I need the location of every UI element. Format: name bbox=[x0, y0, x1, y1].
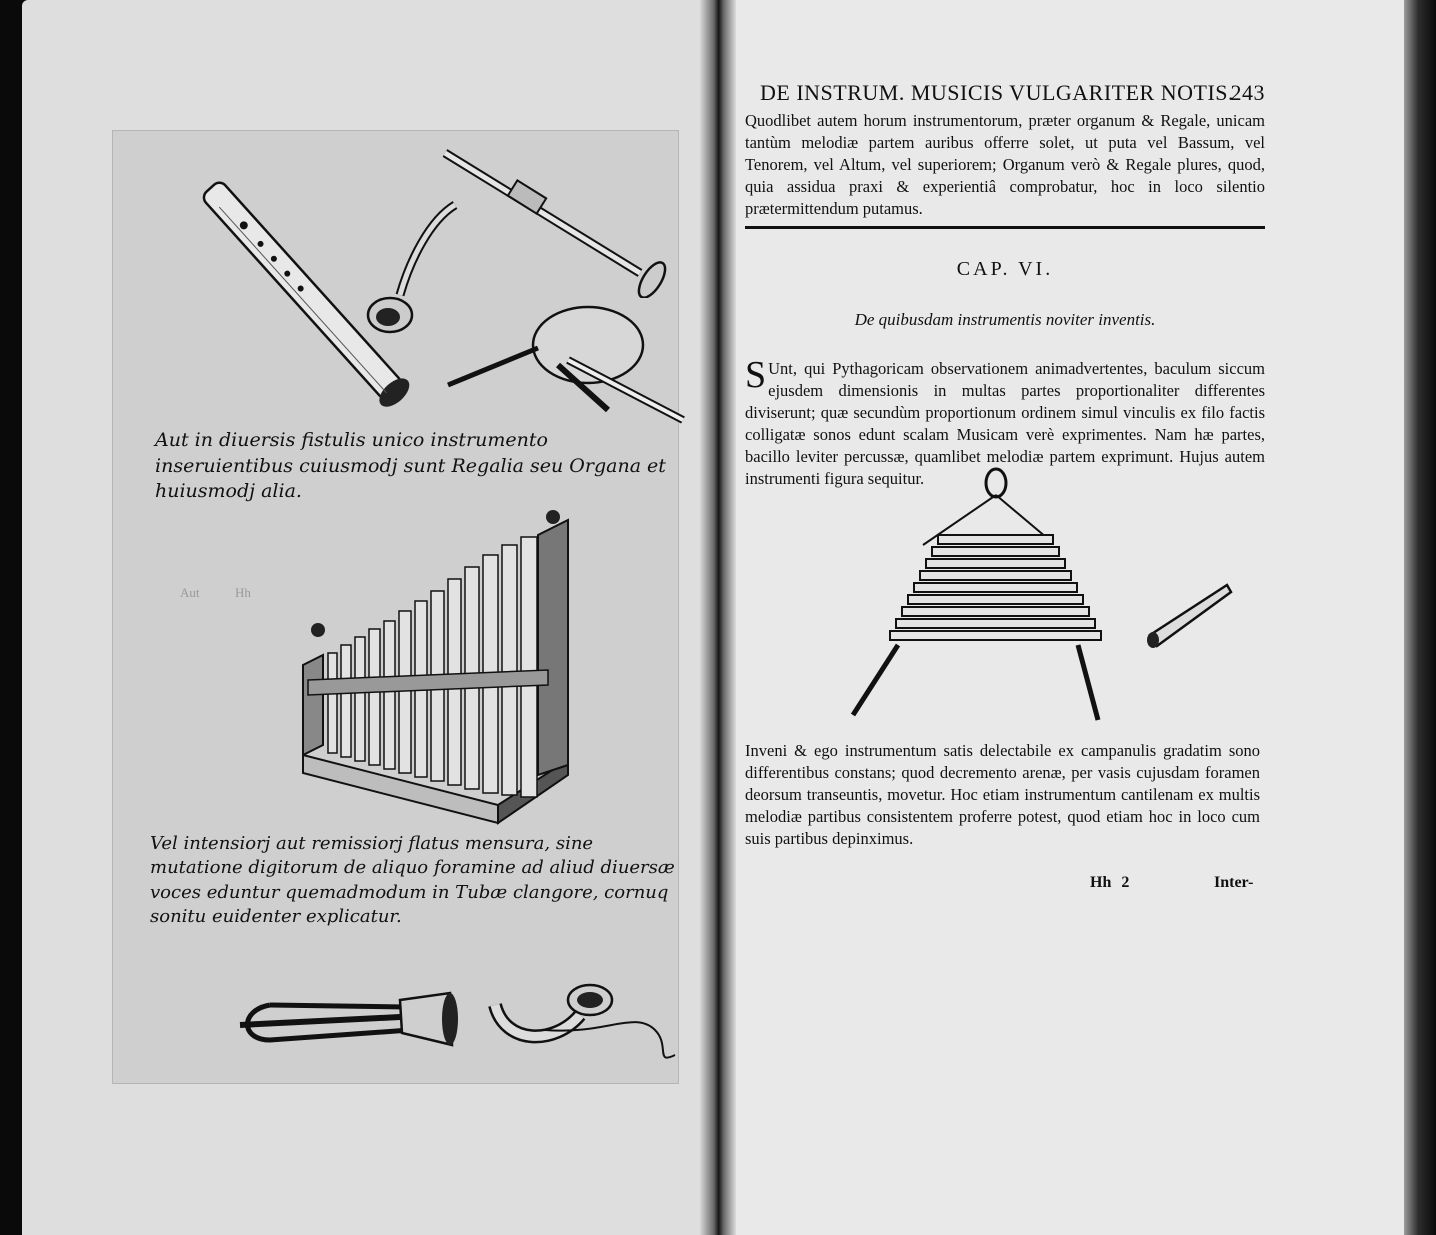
running-head bbox=[760, 80, 1265, 106]
bagpipe-icon bbox=[438, 300, 688, 435]
coiled-trumpet-icon bbox=[230, 985, 460, 1055]
signature-number: 2 bbox=[1121, 874, 1130, 891]
paragraph-2-text: Unt, qui Pythagoricam observationem animadvertentes, baculum siccum ejusdem dimensionis in multas partes proportionaliter differentes diviserunt; quæ secundùm proportionum ordinem simul vinculis ex filo factis colligatæ sonos edunt scalam Musicam verè exprimentes. Nam hæ partes, bacillo leviter percussæ, quamlibet melodiæ partem exprimunt. Hujus autem instrumenti figura sequitur. bbox=[745, 359, 1265, 488]
paragraph-1: Quodlibet autem horum instrumentorum, præter organum & Regale, unicam tantùm melodiæ partem auribus offerre solet, ut puta vel Bassum, vel Tenorem, vel Altum, vel superiorem; Organum verò & Regale plures, quod, quia assidua praxi & experientiâ comprobatur, hoc in loco silentio prætermittendum putamus. bbox=[745, 111, 1265, 218]
illustration-caption-1: Aut in diuersis fistulis unico instrumento inseruientibus cuiusmodj sunt Regalia seu Organa et huiusmodj alia. bbox=[155, 429, 666, 503]
section-rule bbox=[745, 226, 1265, 229]
signature-letters: Hh bbox=[1090, 874, 1112, 891]
signature-mark bbox=[1090, 874, 1129, 892]
book-gutter bbox=[700, 0, 736, 1235]
shawm-icon bbox=[440, 148, 670, 298]
running-head-title: DE INSTRUM. MUSICIS VULGARITER NOTIS. bbox=[760, 80, 1235, 105]
paragraph-3: Inveni & ego instrumentum satis delectabile ex campanulis gradatim sono differentibus constans; quod decremento arenæ, per vasis cujusdam foramen deorsum transeuntis, movetur. Hoc etiam instrumentum cantilenam ex multis melodiæ partibus consistentem proferre potest, quod etiam hoc in loco cum suis partibus depinximus. bbox=[745, 741, 1260, 848]
page-edge bbox=[1404, 0, 1436, 1235]
chapter-heading: CAP. VI. bbox=[956, 258, 1054, 280]
page-number: 243 bbox=[1230, 80, 1265, 105]
organ-pipes-icon bbox=[298, 505, 583, 825]
cornu-horn-icon bbox=[485, 975, 680, 1075]
chapter-subtitle: De quibusdam instrumentis noviter inventis. bbox=[854, 310, 1156, 329]
catchword: Inter- bbox=[1214, 874, 1254, 891]
drop-cap: S bbox=[745, 354, 767, 396]
xylophone-icon bbox=[848, 465, 1108, 725]
bleed-mark-hh: Hh bbox=[235, 585, 251, 600]
bleed-mark-aut: Aut bbox=[180, 585, 200, 600]
illustration-caption-2: Vel intensiorj aut remissiorj flatus mensura, sine mutatione digitorum de aliquo foramine ad aliud diuersæ voces eduntur quemadmodum in Tubæ clangore, cornuq sonitu euidenter explicatur. bbox=[150, 833, 675, 927]
beater-stick-icon bbox=[1145, 580, 1235, 650]
